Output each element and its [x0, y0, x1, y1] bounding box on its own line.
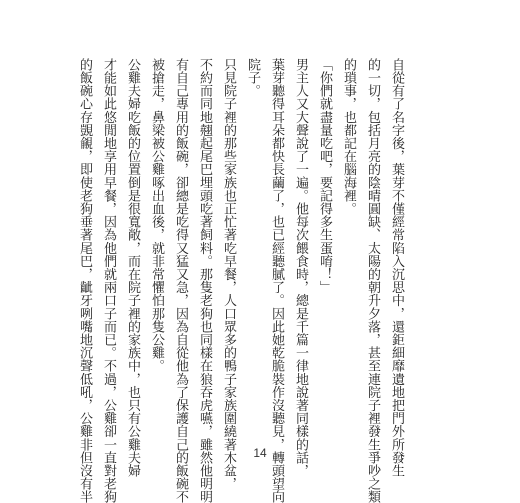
text-line: 被搶走，鼻梁被公雞啄出血後，就非常懼怕那隻公雞。: [149, 58, 164, 373]
text-line: 公雞夫婦吃飯的位置倒是很寬敞，而在院子裡的家族中，也只有公雞夫婦: [125, 58, 140, 478]
paragraph-4: [144, 58, 240, 503]
text-line: 有自己專用的飯碗，卻總是吃得又猛又急，因為自從他為了保護自己的飯碗不: [173, 58, 188, 503]
text-line: 才能如此悠閒地享用早餐，因為他們就兩口子而已。不過，公雞卻一直對老狗: [101, 58, 116, 503]
text-line: 自從有了名字後，葉芽不僅經常陷入沉思中，還鉅細靡遺地把門外所發生: [389, 58, 404, 478]
text-line: 男主人又大聲說了一遍。他每次餵食時，總是千篇一律地說著同樣的話，: [293, 58, 308, 478]
paragraph-2-dialogue: [312, 58, 336, 398]
text-line: 院子。: [245, 58, 260, 98]
text-line: 「你們就盡量吃吧，要記得多生蛋唷！」: [317, 58, 332, 294]
text-line: 的一切，包括月亮的陰晴圓缺、太陽的朝升夕落，甚至連院子裡發生爭吵之類: [365, 58, 380, 503]
text-line: 的瑣事，也都記在腦海裡。: [341, 58, 356, 216]
page-number: 14: [253, 446, 267, 460]
paragraph-5: [72, 58, 144, 503]
text-line: 葉芽聽得耳朵都快長繭了，也已經聽膩了。因此她乾脆裝作沒聽見，轉頭望向: [269, 58, 284, 503]
text-line: 只見院子裡的那些家族也正忙著吃早餐，人口眾多的鴨子家族圍繞著木盆，: [221, 58, 236, 491]
text-line: 不約而同地翹起尾巴埋頭吃著飼料。那隻老狗也同樣在狼吞虎嚥，雖然他明明: [197, 58, 212, 503]
text-line: 的飯碗心存覬覦，即使老狗垂著尾巴，齜牙咧嘴地沉聲低吼，公雞非但沒有半: [77, 58, 92, 503]
paragraph-1: [336, 58, 408, 503]
